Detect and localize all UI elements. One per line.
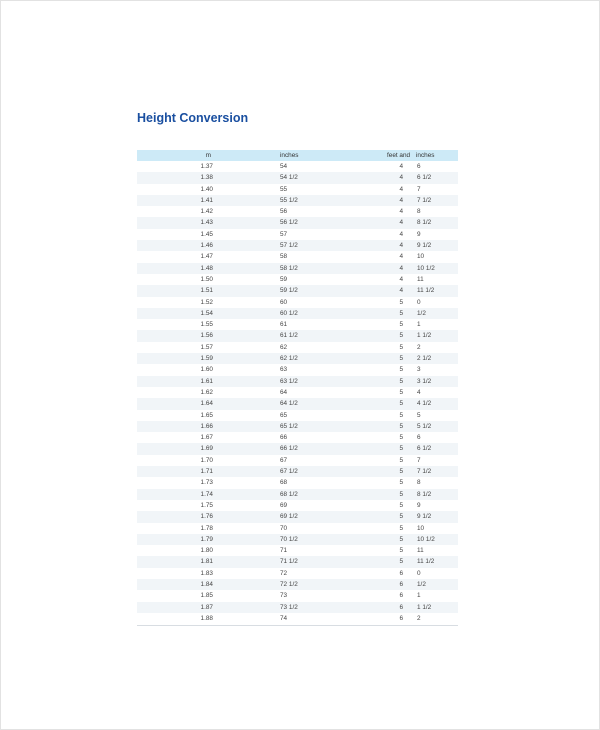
- cell-feet: 5: [399, 535, 403, 543]
- table-body: [137, 161, 458, 624]
- cell-inches: 69: [280, 501, 288, 509]
- cell-feet-inches: 1: [417, 592, 421, 600]
- cell-m: 1.85: [200, 592, 213, 600]
- table-row: [137, 500, 458, 511]
- cell-inches: 63: [280, 366, 288, 374]
- cell-feet: 5: [399, 355, 403, 363]
- table-row: [137, 364, 458, 375]
- table-row: [137, 184, 458, 195]
- cell-feet: 4: [399, 242, 403, 250]
- table-row: [137, 206, 458, 217]
- cell-inches: 65: [280, 411, 288, 419]
- cell-feet-inches: 11 1/2: [417, 287, 435, 295]
- cell-feet-inches: 10 1/2: [417, 264, 435, 272]
- header-m: m: [205, 152, 211, 159]
- cell-feet: 5: [399, 400, 403, 408]
- cell-m: 1.56: [200, 332, 213, 340]
- cell-inches: 70: [280, 524, 288, 532]
- cell-inches: 58 1/2: [280, 264, 298, 272]
- cell-m: 1.48: [200, 264, 213, 272]
- table-row: [137, 511, 458, 522]
- cell-feet-inches: 7: [417, 456, 421, 464]
- cell-feet: 5: [399, 321, 403, 329]
- table-row: [137, 353, 458, 364]
- table-row: [137, 489, 458, 500]
- cell-inches: 70 1/2: [280, 535, 298, 543]
- cell-feet: 5: [399, 445, 403, 453]
- cell-feet: 5: [399, 479, 403, 487]
- cell-inches: 61 1/2: [280, 332, 298, 340]
- cell-feet-inches: 8 1/2: [417, 490, 432, 498]
- table-row: [137, 602, 458, 613]
- table-row: [137, 195, 458, 206]
- cell-inches: 56: [280, 208, 288, 216]
- cell-feet: 4: [399, 163, 403, 170]
- cell-feet-inches: 4: [417, 388, 421, 396]
- cell-m: 1.57: [200, 343, 213, 351]
- cell-feet: 5: [399, 524, 403, 532]
- table-row: [137, 556, 458, 567]
- table-row: [137, 523, 458, 534]
- table-row: [137, 217, 458, 228]
- cell-feet-inches: 3: [417, 366, 421, 374]
- cell-feet: 5: [399, 490, 403, 498]
- cell-feet-inches: 9: [417, 230, 421, 238]
- cell-inches: 65 1/2: [280, 422, 298, 430]
- cell-inches: 56 1/2: [280, 219, 298, 227]
- cell-inches: 61: [280, 321, 288, 329]
- cell-inches: 54: [280, 163, 288, 170]
- cell-m: 1.83: [200, 569, 213, 577]
- cell-m: 1.46: [200, 242, 213, 250]
- cell-inches: 66: [280, 434, 288, 442]
- cell-feet: 5: [399, 411, 403, 419]
- cell-feet: 4: [399, 196, 403, 204]
- cell-feet-inches: 0: [417, 298, 421, 306]
- cell-inches: 55: [280, 185, 288, 193]
- cell-feet: 4: [399, 287, 403, 295]
- cell-inches: 67 1/2: [280, 468, 298, 476]
- cell-m: 1.47: [200, 253, 213, 261]
- cell-feet-inches: 8 1/2: [417, 219, 432, 227]
- cell-feet-inches: 1 1/2: [417, 332, 432, 340]
- cell-feet: 6: [399, 614, 403, 622]
- table-bottom-rule: [137, 625, 458, 626]
- table-row: [137, 161, 458, 172]
- cell-feet-inches: 1 1/2: [417, 603, 432, 611]
- table-row: [137, 297, 458, 308]
- cell-feet-inches: 1/2: [417, 309, 426, 317]
- table-row: [137, 455, 458, 466]
- cell-feet: 5: [399, 377, 403, 385]
- cell-m: 1.38: [200, 174, 213, 182]
- cell-feet: 5: [399, 558, 403, 566]
- cell-m: 1.60: [200, 366, 213, 374]
- cell-m: 1.54: [200, 309, 213, 317]
- cell-feet-inches: 11: [417, 547, 424, 555]
- cell-m: 1.78: [200, 524, 213, 532]
- cell-inches: 73: [280, 592, 288, 600]
- cell-m: 1.59: [200, 355, 213, 363]
- cell-feet-inches: 1/2: [417, 580, 426, 588]
- cell-m: 1.42: [200, 208, 213, 216]
- cell-feet-inches: 7 1/2: [417, 468, 432, 476]
- table-row: [137, 251, 458, 262]
- cell-feet: 4: [399, 264, 403, 272]
- cell-inches: 69 1/2: [280, 513, 298, 521]
- cell-inches: 54 1/2: [280, 174, 298, 182]
- cell-inches: 71 1/2: [280, 558, 298, 566]
- cell-feet: 4: [399, 174, 403, 182]
- cell-m: 1.41: [200, 196, 213, 204]
- table-row: [137, 342, 458, 353]
- cell-feet: 6: [399, 569, 403, 577]
- cell-feet-inches: 11: [417, 275, 424, 283]
- cell-feet: 5: [399, 456, 403, 464]
- table-row: [137, 274, 458, 285]
- cell-m: 1.64: [200, 400, 213, 408]
- cell-feet: 6: [399, 603, 403, 611]
- table-row: [137, 568, 458, 579]
- cell-m: 1.61: [200, 377, 213, 385]
- cell-feet: 5: [399, 422, 403, 430]
- cell-m: 1.80: [200, 547, 213, 555]
- cell-feet-inches: 10 1/2: [417, 535, 435, 543]
- cell-feet: 5: [399, 547, 403, 555]
- table-row: [137, 285, 458, 296]
- cell-feet: 4: [399, 185, 403, 193]
- cell-feet-inches: 9 1/2: [417, 513, 432, 521]
- cell-feet: 5: [399, 388, 403, 396]
- cell-feet-inches: 5: [417, 411, 421, 419]
- cell-inches: 59: [280, 275, 288, 283]
- height-conversion-table: [137, 150, 458, 626]
- table-row: [137, 477, 458, 488]
- cell-m: 1.65: [200, 411, 213, 419]
- cell-feet: 5: [399, 298, 403, 306]
- table-row: [137, 421, 458, 432]
- cell-m: 1.66: [200, 422, 213, 430]
- cell-m: 1.69: [200, 445, 213, 453]
- cell-feet-inches: 11 1/2: [417, 558, 435, 566]
- cell-m: 1.50: [200, 275, 213, 283]
- cell-feet: 5: [399, 309, 403, 317]
- cell-feet: 5: [399, 332, 403, 340]
- cell-inches: 72: [280, 569, 288, 577]
- cell-feet-inches: 0: [417, 569, 421, 577]
- cell-m: 1.75: [200, 501, 213, 509]
- cell-feet-inches: 2: [417, 614, 421, 622]
- cell-inches: 64: [280, 388, 288, 396]
- table-row: [137, 172, 458, 183]
- table-row: [137, 534, 458, 545]
- cell-feet: 6: [399, 580, 403, 588]
- cell-m: 1.67: [200, 434, 213, 442]
- cell-feet-inches: 6 1/2: [417, 445, 432, 453]
- cell-feet: 6: [399, 592, 403, 600]
- table-row: [137, 319, 458, 330]
- cell-feet-inches: 4 1/2: [417, 400, 432, 408]
- cell-feet-inches: 9: [417, 501, 421, 509]
- cell-m: 1.71: [200, 468, 213, 476]
- table-row: [137, 432, 458, 443]
- cell-feet-inches: 1: [417, 321, 421, 329]
- cell-inches: 57: [280, 230, 288, 238]
- cell-m: 1.45: [200, 230, 213, 238]
- cell-inches: 62: [280, 343, 288, 351]
- table-row: [137, 376, 458, 387]
- cell-feet-inches: 6 1/2: [417, 174, 432, 182]
- cell-feet: 5: [399, 366, 403, 374]
- cell-inches: 57 1/2: [280, 242, 298, 250]
- cell-feet-inches: 7: [417, 185, 421, 193]
- cell-inches: 63 1/2: [280, 377, 298, 385]
- cell-m: 1.51: [200, 287, 213, 295]
- cell-feet-inches: 10: [417, 524, 425, 532]
- table-row: [137, 579, 458, 590]
- cell-m: 1.79: [200, 535, 213, 543]
- cell-feet-inches: 6: [417, 434, 421, 442]
- cell-feet: 5: [399, 501, 403, 509]
- cell-m: 1.81: [200, 558, 213, 566]
- table-row: [137, 387, 458, 398]
- cell-inches: 72 1/2: [280, 580, 298, 588]
- cell-feet-inches: 7 1/2: [417, 196, 432, 204]
- cell-feet: 5: [399, 343, 403, 351]
- cell-feet: 5: [399, 513, 403, 521]
- cell-inches: 68: [280, 479, 288, 487]
- cell-inches: 71: [280, 547, 288, 555]
- table-row: [137, 308, 458, 319]
- table-row: [137, 240, 458, 251]
- table-row: [137, 466, 458, 477]
- table-row: [137, 545, 458, 556]
- table-row: [137, 410, 458, 421]
- table-row: [137, 590, 458, 601]
- table-header-row: [137, 150, 458, 161]
- cell-feet: 4: [399, 230, 403, 238]
- cell-feet: 4: [399, 208, 403, 216]
- cell-m: 1.74: [200, 490, 213, 498]
- cell-inches: 73 1/2: [280, 603, 298, 611]
- cell-feet: 4: [399, 253, 403, 261]
- cell-inches: 74: [280, 614, 288, 622]
- cell-m: 1.76: [200, 513, 213, 521]
- cell-m: 1.52: [200, 298, 213, 306]
- cell-m: 1.87: [200, 603, 213, 611]
- table-row: [137, 613, 458, 624]
- cell-feet-inches: 3 1/2: [417, 377, 432, 385]
- cell-inches: 62 1/2: [280, 355, 298, 363]
- cell-inches: 59 1/2: [280, 287, 298, 295]
- cell-feet-inches: 2 1/2: [417, 355, 432, 363]
- cell-m: 1.62: [200, 388, 213, 396]
- cell-inches: 67: [280, 456, 288, 464]
- cell-m: 1.88: [200, 614, 213, 622]
- cell-feet-inches: 9 1/2: [417, 242, 432, 250]
- cell-inches: 55 1/2: [280, 196, 298, 204]
- table-row: [137, 263, 458, 274]
- table-row: [137, 443, 458, 454]
- cell-feet: 4: [399, 275, 403, 283]
- cell-feet-inches: 8: [417, 479, 421, 487]
- cell-feet-inches: 6: [417, 163, 421, 170]
- cell-inches: 60: [280, 298, 288, 306]
- cell-m: 1.70: [200, 456, 213, 464]
- cell-feet-inches: 10: [417, 253, 425, 261]
- cell-inches: 60 1/2: [280, 309, 298, 317]
- header-feet: feet and: [387, 152, 411, 159]
- table-row: [137, 330, 458, 341]
- cell-feet-inches: 8: [417, 208, 421, 216]
- cell-m: 1.40: [200, 185, 213, 193]
- cell-m: 1.37: [200, 163, 213, 170]
- table-row: [137, 229, 458, 240]
- cell-inches: 66 1/2: [280, 445, 298, 453]
- header-inches: inches: [280, 152, 299, 159]
- cell-feet: 5: [399, 434, 403, 442]
- cell-feet-inches: 2: [417, 343, 421, 351]
- cell-feet-inches: 5 1/2: [417, 422, 432, 430]
- cell-m: 1.73: [200, 479, 213, 487]
- cell-m: 1.43: [200, 219, 213, 227]
- cell-inches: 64 1/2: [280, 400, 298, 408]
- table-row: [137, 398, 458, 409]
- header-feet-inches: inches: [416, 152, 435, 159]
- cell-inches: 68 1/2: [280, 490, 298, 498]
- cell-m: 1.55: [200, 321, 213, 329]
- cell-m: 1.84: [200, 580, 213, 588]
- cell-feet: 5: [399, 468, 403, 476]
- cell-inches: 58: [280, 253, 288, 261]
- cell-feet: 4: [399, 219, 403, 227]
- page-title: Height Conversion: [137, 111, 249, 125]
